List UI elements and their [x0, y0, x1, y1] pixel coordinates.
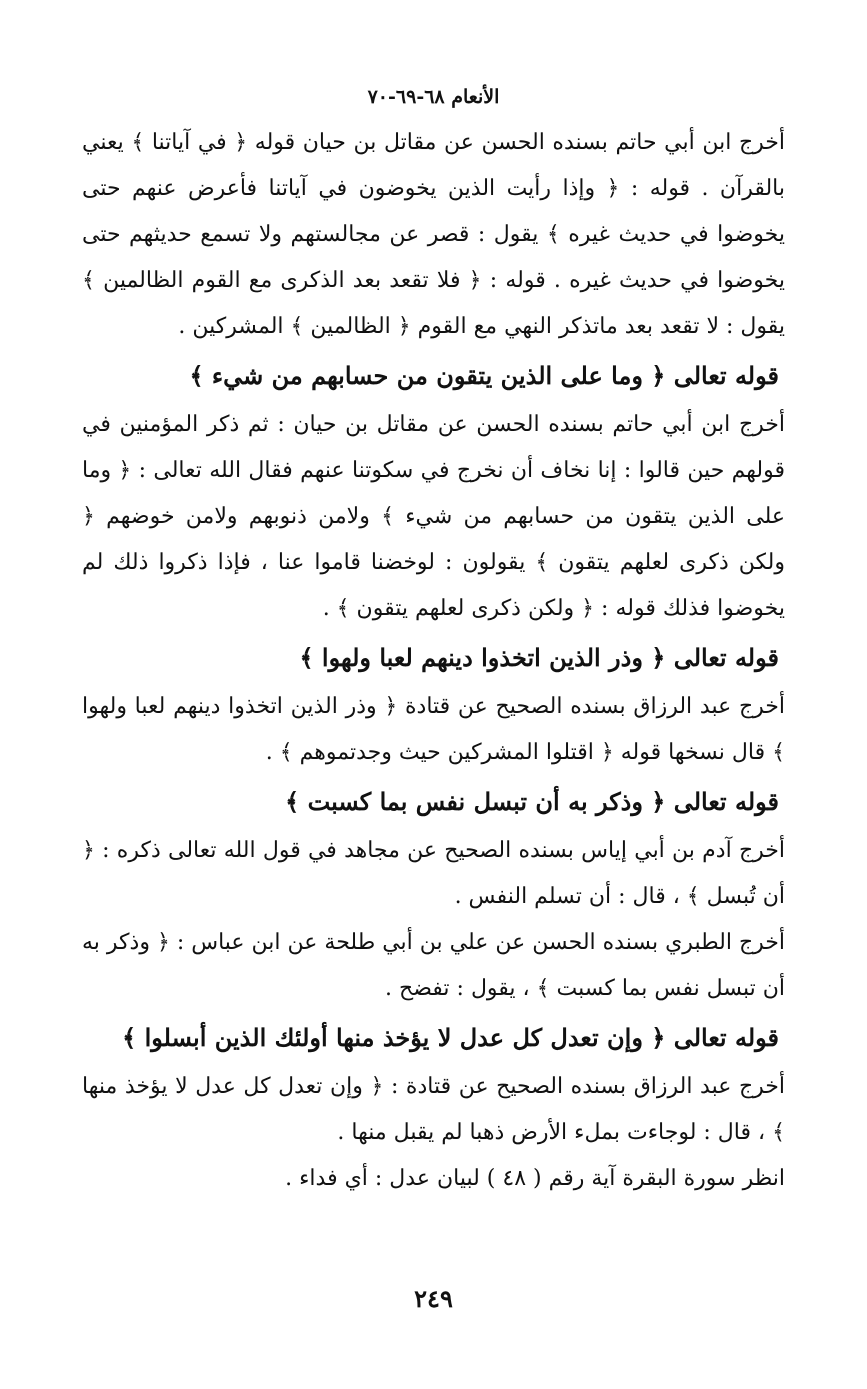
- page-number: ٢٤٩: [414, 1284, 453, 1313]
- page-body: [82, 120, 785, 1202]
- paragraph: أخرج عبد الرزاق بسنده الصحيح عن قتادة ﴿ وذر الذين اتخذوا دينهم لعبا ولهوا ﴾ قال نسخها قوله ﴿ اقتلوا المشركين حيث وجدتموهم ﴾ .: [82, 694, 785, 765]
- verse-heading: قوله تعالى ﴿ وإن تعدل كل عدل لا يؤخذ منها أولئك الذين أبسلوا ﴾: [122, 1023, 779, 1052]
- paragraph: انظر سورة البقرة آية رقم ( ٤٨ ) لبيان عدل : أي فداء .: [285, 1166, 785, 1191]
- verse-heading: قوله تعالى ﴿ وذر الذين اتخذوا دينهم لعبا ولهوا ﴾: [299, 643, 779, 672]
- verse-heading: قوله تعالى ﴿ وذكر به أن تبسل نفس بما كسبت ﴾: [285, 787, 779, 816]
- paragraph: أخرج الطبري بسنده الحسن عن علي بن أبي طلحة عن ابن عباس : ﴿ وذكر به أن تبسل نفس بما كسبت ﴾ ، يقول : تفضح .: [82, 930, 785, 1001]
- paragraph: أخرج ابن أبي حاتم بسنده الحسن عن مقاتل بن حيان : ثم ذكر المؤمنين في قولهم حين قالوا : إنا نخاف أن نخرج في سكوتنا عنهم فقال الله تعالى : ﴿ وما على الذين يتقون من حسابهم من شيء ﴾ ولامن ذنوبهم ولامن خوضهم ﴿ ولكن ذكرى لعلهم يتقون ﴾ يقولون : لوخضنا قاموا عنا ، فإذا ذكروا ذلك لم يخوضوا فذلك قوله : ﴿ ولكن ذكرى لعلهم يتقون ﴾ .: [82, 412, 785, 621]
- paragraph: أخرج ابن أبي حاتم بسنده الحسن عن مقاتل بن حيان قوله ﴿ في آياتنا ﴾ يعني بالقرآن . قوله : ﴿ وإذا رأيت الذين يخوضون في آياتنا فأعرض عنهم حتى يخوضوا في حديث غيره ﴾ يقول : قصر عن مجالستهم ولا تسمع حديثهم حتى يخوضوا في حديث غيره . قوله : ﴿ فلا تقعد بعد الذكرى مع القوم الظالمين ﴾ يقول : لا تقعد بعد ماتذكر النهي مع القوم ﴿ الظالمين ﴾ المشركين .: [82, 130, 785, 339]
- paragraph: أخرج عبد الرزاق بسنده الصحيح عن قتادة : ﴿ وإن تعدل كل عدل لا يؤخذ منها ﴾ ، قال : لوجاءت بملء الأرض ذهبا لم يقبل منها .: [82, 1074, 785, 1145]
- paragraph: أخرج آدم بن أبي إياس بسنده الصحيح عن مجاهد في قول الله تعالى ذكره : ﴿ أن تُبسل ﴾ ، قال : أن تسلم النفس .: [82, 838, 785, 909]
- running-header: الأنعام ٦٨-٦٩-٧٠: [367, 86, 500, 108]
- verse-heading: قوله تعالى ﴿ وما على الذين يتقون من حسابهم من شيء ﴾: [189, 361, 779, 390]
